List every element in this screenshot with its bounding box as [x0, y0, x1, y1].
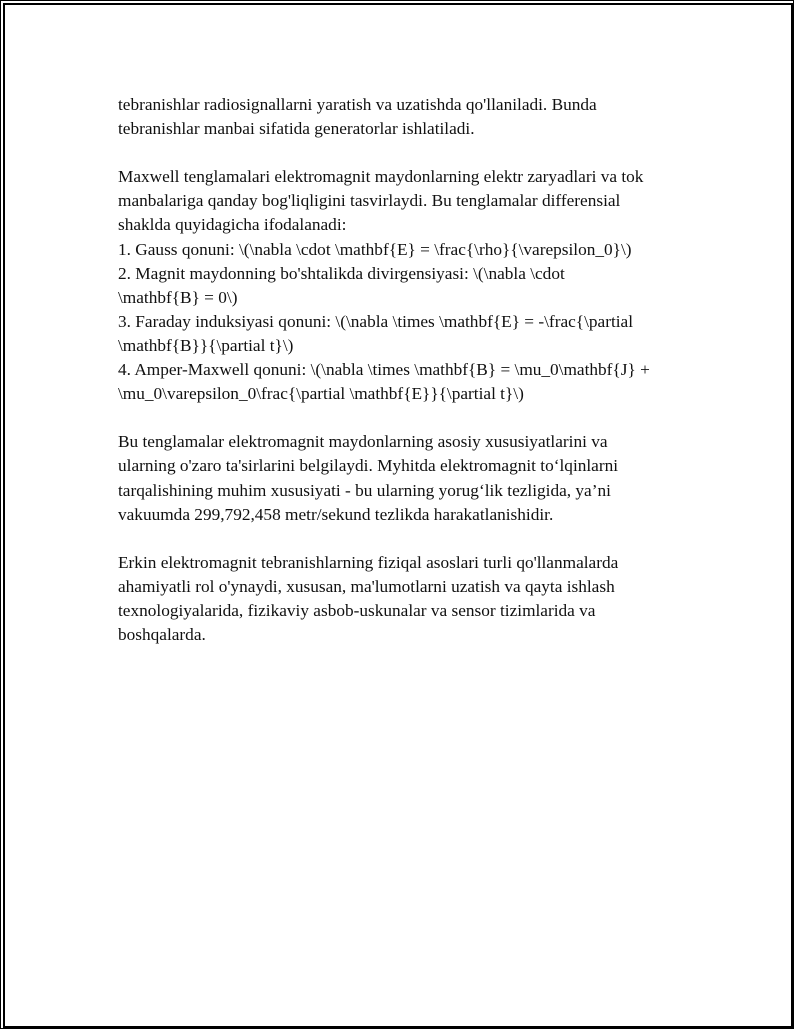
text-line: tebranishlar radiosignallarni yaratish va uzatishda qo'llaniladi. Bunda [118, 95, 597, 114]
equation-faraday-law-cont: \mathbf{B}}{\partial t}\) [118, 335, 294, 355]
equation-gauss-law: 1. Gauss qonuni: \(\nabla \cdot \mathbf{E} = \frac{\rho}{\varepsilon_0}\) [118, 239, 632, 259]
text-line: Erkin elektromagnit tebranishlarning fiziqal asoslari turli qo'llanmalarda [118, 552, 619, 572]
text-line: ularning o'zaro ta'sirlarini belgilaydi. Myhitda elektromagnit to‘lqinlarni [118, 456, 619, 476]
text-line: tarqalishining muhim xususiyati - bu ularning yorug‘lik tezligida, ya’ni [118, 480, 611, 500]
text-line: tebranishlar manbai sifatida generatorlar ishlatiladi. [118, 119, 475, 139]
text-line: ahamiyatli rol o'ynaydi, xususan, ma'lumotlarni uzatish va qayta ishlash [118, 576, 615, 596]
text-line: vakuumda 299,792,458 metr/sekund tezlikda harakatlanishidir. [118, 504, 554, 524]
paragraph-applications [118, 551, 698, 647]
equation-magnetic-divergence: 2. Magnit maydonning bo'shtalikda divirgensiyasi: \(\nabla \cdot [118, 263, 565, 283]
document-body [118, 93, 698, 647]
paragraph-radio-signals [118, 93, 698, 141]
text-line: Bu tenglamalar elektromagnit maydonlarning asosiy xususiyatlarini va [118, 432, 608, 452]
text-line: shaklda quyidagicha ifodalanadi: [118, 215, 347, 235]
paragraph-maxwell-equations [118, 165, 698, 406]
equation-magnetic-divergence-cont: \mathbf{B} = 0\) [118, 287, 238, 307]
text-line: boshqalarda. [118, 625, 206, 645]
equation-faraday-law: 3. Faraday induksiyasi qonuni: \(\nabla \times \mathbf{E} = -\frac{\partial [118, 311, 634, 331]
equation-ampere-maxwell-law: 4. Amper-Maxwell qonuni: \(\nabla \times \mathbf{B} = \mu_0\mathbf{J} + [118, 360, 650, 380]
text-line: Maxwell tenglamalari elektromagnit maydonlarning elektr zaryadlari va tok [118, 167, 644, 187]
paragraph-wave-properties [118, 430, 698, 526]
equation-ampere-maxwell-law-cont: \mu_0\varepsilon_0\frac{\partial \mathbf{E}}{\partial t}\) [118, 384, 524, 404]
text-line: texnologiyalarida, fizikaviy asbob-uskunalar va sensor tizimlarida va [118, 600, 596, 620]
text-line: manbalariga qanday bog'liqligini tasvirlaydi. Bu tenglamalar differensial [118, 191, 621, 211]
